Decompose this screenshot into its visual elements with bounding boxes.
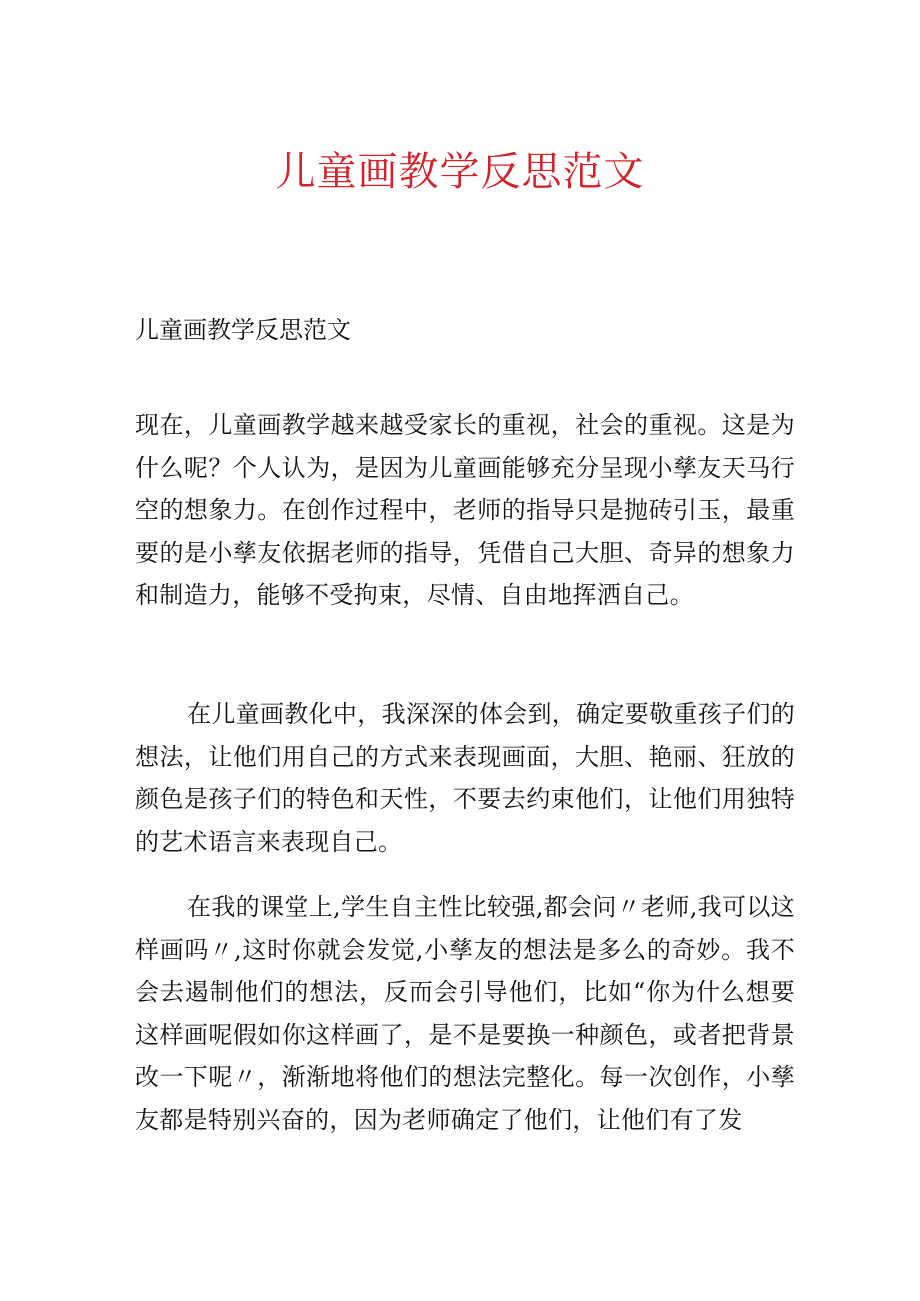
paragraph-1: 现在，儿童画教学越来越受家长的重视，社会的重视。这是为什么呢？个人认为，是因为儿童画能够充分呈现小孳友天马行空的想象力。在创作过程中，老师的指导只是抛砖引玉，最重要的是小孳友依据老师的指导，凭借自己大胆、奇异的想象力和制造力，能够不受拘束，尽情、自由地挥洒自己。	[135, 411, 795, 609]
paragraph-2: 在儿童画教化中，我深深的体会到，确定要敬重孩子们的想法，让他们用自己的方式来表现画面，大胆、艳丽、狂放的颜色是孩子们的特色和天性，不要去约束他们，让他们用独特的艺术语言来表现自己。	[135, 700, 795, 856]
paragraph-3: 在我的课堂上,学生自主性比较强,都会问〃老师,我可以这样画吗〃,这时你就会发觉,小孳友的想法是多么的奇妙。我不会去遏制他们的想法，反而会引导他们，比如“你为什么想要这样画呢假如你这样画了，是不是要换一种颜色，或者把背景改一下呢〃，渐渐地将他们的想法完整化。每一次创作，小孳友都是特别兴奋的，因为老师确定了他们，让他们有了发	[135, 893, 795, 1134]
document-title: 儿童画教学反思范文	[275, 149, 645, 195]
document-subtitle: 儿童画教学反思范文	[135, 316, 351, 344]
